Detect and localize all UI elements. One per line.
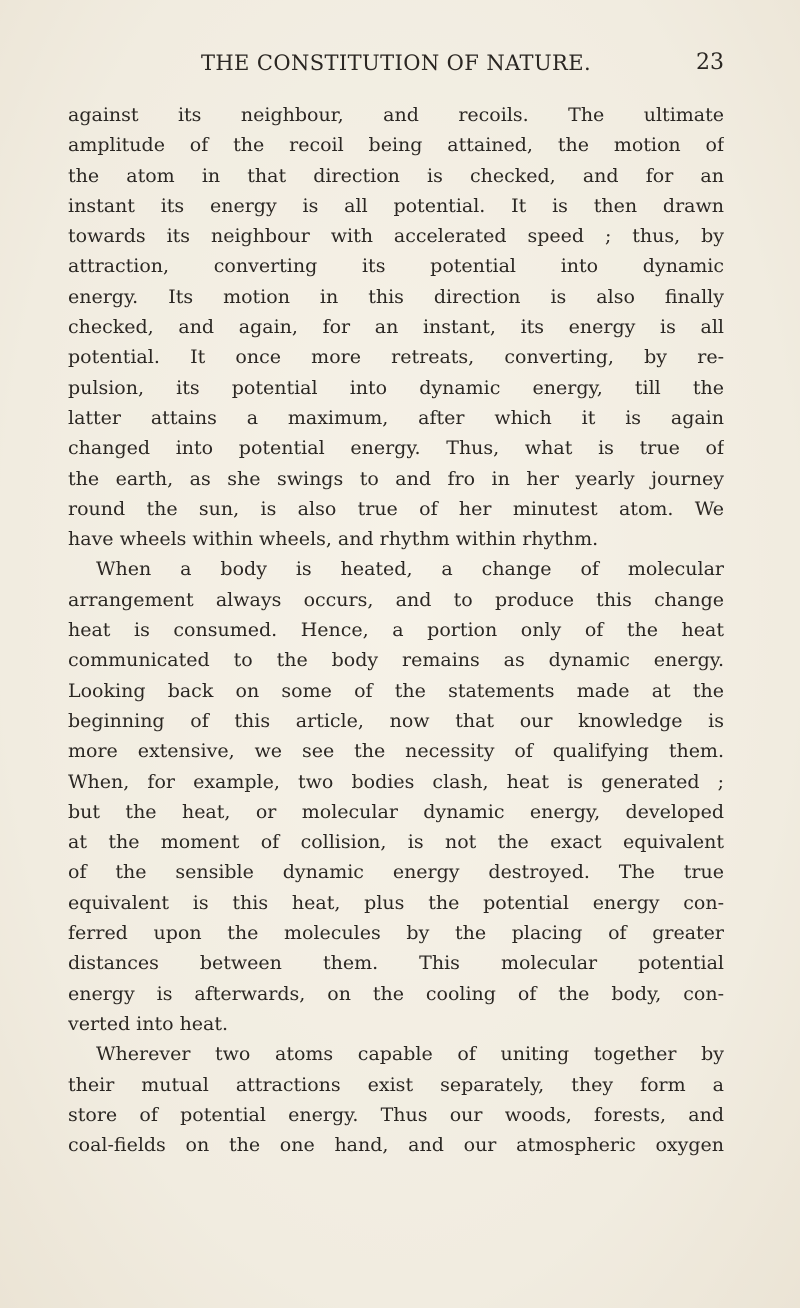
text-line: changed into potential energy. Thus, what is true of [68,437,724,460]
text-line: potential. It once more retreats, converting, by re- [68,346,724,369]
running-title: THE CONSTITUTION OF NATURE. [200,51,592,75]
text-line: against its neighbour, and recoils. The ultimate [68,104,724,126]
text-line: When, for example, two bodies clash, heat is generated ; [68,770,724,793]
text-line: store of potential energy. Thus our woods, forests, and [68,1103,724,1126]
text-line: Looking back on some of the statements made at the [68,679,724,702]
text-line: round the sun, is also true of her minutest atom. We [68,497,724,520]
text-line: ferred upon the molecules by the placing of greater [68,922,724,945]
text-line: energy. Its motion in this direction is also finally [68,285,724,308]
text-line: instant its energy is all potential. It is then drawn [68,194,724,217]
text-line: pulsion, its potential into dynamic energy, till the [68,376,724,399]
text-line: distances between them. This molecular potential [68,952,724,975]
paragraph-first-line: When a body is heated, a change of molecular [96,558,724,581]
text-line: latter attains a maximum, after which it is again [68,406,724,429]
text-line: have wheels within wheels, and rhythm within rhythm. [68,528,599,551]
text-line: beginning of this article, now that our knowledge is [68,709,724,732]
text-line: attraction, converting its potential into dynamic [68,255,724,278]
running-head [68,46,724,80]
paragraph-first-line: Wherever two atoms capable of uniting together by [96,1043,724,1066]
text-line: the earth, as she swings to and fro in her yearly journey [68,467,724,490]
text-line: of the sensible dynamic energy destroyed. The true [68,861,724,884]
text-line: verted into heat. [68,1012,229,1035]
text-line: but the heat, or molecular dynamic energy, developed [68,800,724,823]
text-line: more extensive, we see the necessity of qualifying them. [68,740,724,763]
text-line: amplitude of the recoil being attained, the motion of [68,134,724,157]
text-line: at the moment of collision, is not the exact equivalent [68,831,724,854]
text-line: the atom in that direction is checked, and for an [68,164,724,187]
text-line: arrangement always occurs, and to produce this change [68,588,724,611]
text-line: heat is consumed. Hence, a portion only of the heat [68,619,724,642]
text-line: their mutual attractions exist separately, they form a [68,1073,724,1096]
text-line: energy is afterwards, on the cooling of the body, con- [68,982,724,1005]
body-text [68,100,724,1160]
page-number: 23 [696,50,724,75]
text-line: communicated to the body remains as dynamic energy. [68,649,724,672]
text-line: coal-fields on the one hand, and our atmospheric oxygen [68,1134,724,1157]
text-line: checked, and again, for an instant, its energy is all [68,316,724,339]
text-line: towards its neighbour with accelerated speed ; thus, by [68,225,724,248]
text-line: equivalent is this heat, plus the potential energy con- [68,891,724,914]
